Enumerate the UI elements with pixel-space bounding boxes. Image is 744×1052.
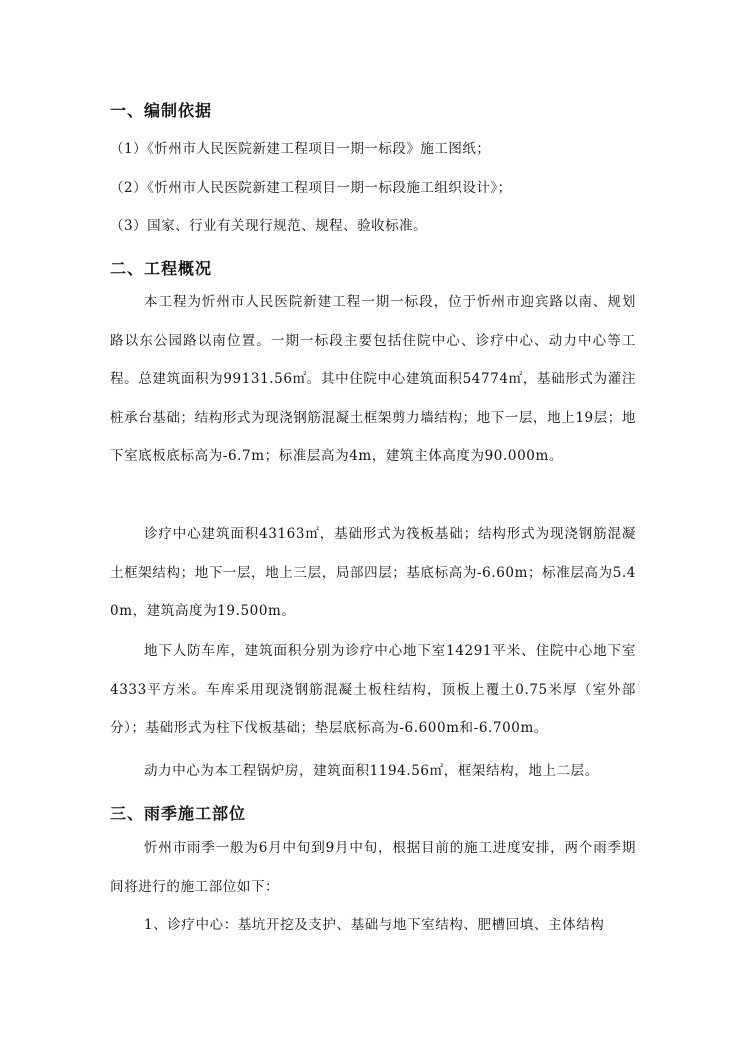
basis-item-1: （1）《忻州市人民医院新建工程项目一期一标段》施工图纸； (110, 141, 491, 157)
basis-item-2: （2）《忻州市人民医院新建工程项目一期一标段施工组织设计》； (110, 180, 512, 196)
overview-paragraph-project: 本工程为忻州市人民医院新建工程一期一标段，位于忻州市迎宾路以南、规划路以东公园路以南位置。一期一标段主要包括住院中心、诊疗中心、动力中心等工程。总建筑面积为99131.56㎡。其中住院中心建筑面积54774㎡，基础形式为灌注桩承台基础；结构形式为现浇钢筋混凝土框架剪力墙结构；地下一层，地上19层；地下室底板底标高为-6.7m；标准层高为4m，建筑主体高度为90.000m。 (110, 294, 636, 464)
rainy-season-paragraph-item-1: 1、诊疗中心：基坑开挖及支护、基础与地下室结构、肥槽回填、主体结构 (144, 917, 605, 933)
overview-paragraph-power: 动力中心为本工程锅炉房，建筑面积1194.56㎡，框架结构，地上二层。 (144, 763, 599, 779)
overview-paragraph-garage: 地下人防车库，建筑面积分别为诊疗中心地下室14291平米、住院中心地下室4333平方米。车库采用现浇钢筋混凝土板柱结构，顶板上覆土0.75米厚（室外部分）；基础形式为柱下伐板基础；垫层底标高为-6.600m和-6.700m。 (110, 643, 636, 736)
section-heading-basis: 一、编制依据 (110, 101, 213, 120)
basis-item-3: （3）国家、行业有关现行规范、规程、验收标准。 (110, 218, 428, 234)
section-heading-overview: 二、工程概况 (110, 259, 213, 278)
rainy-season-paragraph-intro: 忻州市雨季一般为6月中旬到9月中旬，根据目前的施工进度安排，两个雨季期间将进行的施工部位如下： (110, 840, 636, 895)
section-heading-rainy-season: 三、雨季施工部位 (110, 804, 247, 823)
overview-paragraph-clinic: 诊疗中心建筑面积43163㎡，基础形式为筏板基础；结构形式为现浇钢筋混凝土框架结构；地下一层，地上三层，局部四层；基底标高为-6.60m；标准层高为5.40m，建筑高度为19.500m。 (110, 526, 636, 619)
